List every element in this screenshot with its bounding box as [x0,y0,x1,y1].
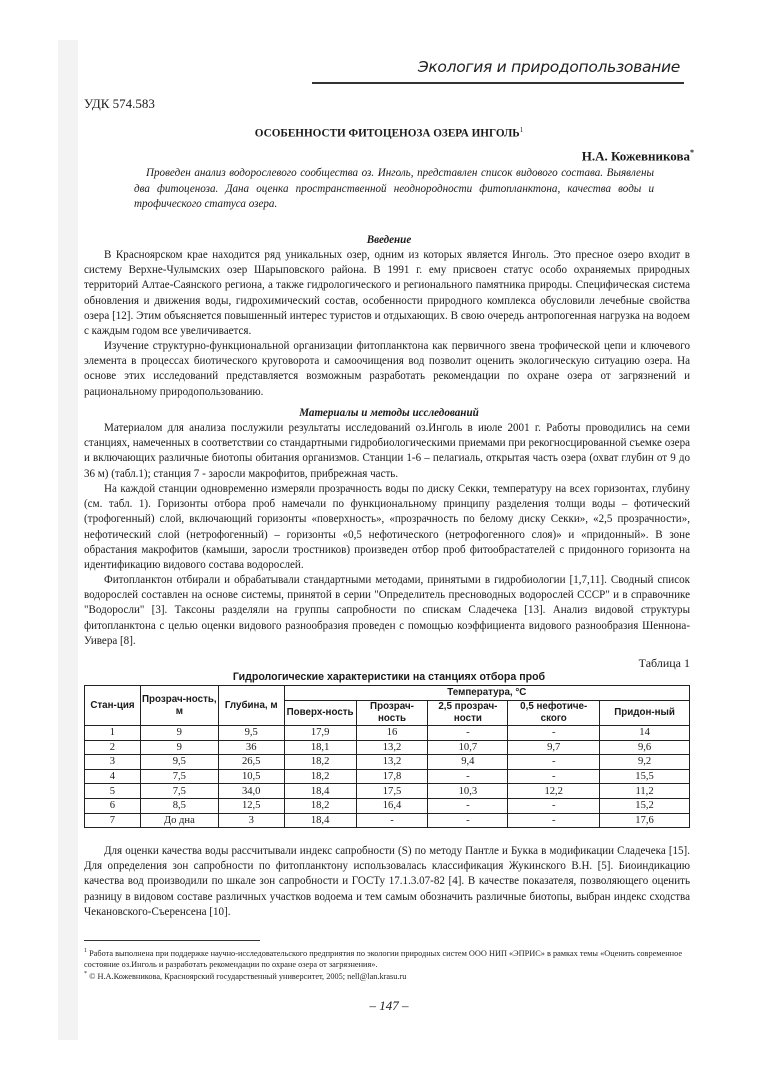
table-cell: - [356,813,428,828]
footnote-text: Работа выполнена при поддержке научно-исследовательского предприятия по экологии природных систем ООО НИП «ЭПРИС» в рамках темы «Оценить современное состояние оз.Инголь и разработать рекомендации по охране озера от загрязнения». [84,948,683,969]
hydrology-table [84,685,690,828]
table-cell: 9,5 [140,755,218,770]
article-title-text: ОСОБЕННОСТИ ФИТОЦЕНОЗА ОЗЕРА ИНГОЛЬ [254,127,520,140]
table-cell: 12,2 [508,784,600,799]
paragraph: Материалом для анализа послужили результаты исследований оз.Инголь в июле 2001 г. Работы проводились на семи станциях, намеченных в соответствии со стандартными гидробиологическими приемами при рекогносцированной съемке озера и включающих различные биотопы обитания организмов. Станции 1-6 – пелагиаль, открытая часть озера (охват глубин от 9 до 36 м) (табл.1); станция 7 - заросли макрофитов, прибрежная часть. [84,422,690,480]
table-cell: - [428,769,508,784]
col-header-transparency-horizon: Прозрач-ность [356,701,428,726]
table-row [85,755,690,770]
section-heading-methods: Материалы и методы исследований [299,407,479,419]
title-footnote-mark: 1 [519,126,524,134]
footnote-mark: * [84,971,87,977]
col-header-bottom: Придон-ный [600,701,690,726]
col-header-2-5-transparency: 2,5 прозрач-ности [428,701,508,726]
author-name: Н.А. Кожевникова [581,148,690,164]
table-cell: 9,2 [600,755,690,770]
footnote [84,969,694,982]
table-cell: - [508,769,600,784]
table-cell: До дна [140,813,218,828]
page-number: – 147 – [369,998,409,1013]
table-cell: 14 [600,726,690,741]
paragraph: Для оценки качества воды рассчитывали индекс сапробности (S) по методу Пантле и Букка в модификации Сладечека [15]. Для определения зон сапробности по фитопланктону использовалась классификация Жукинского В.Н. [5]. Биоиндикацию качества вод производили по шкале зон сапробности и ГОСТу 17.1.3.07-82 [4]. В качестве показателя, позволяющего оценить разницу в видовом составе различных участков водоема и тем самым обозначить различные биотопы, выбран индекс сходства Чекановского-Съеренсена [10]. [84,845,690,918]
table-cell: 18,2 [284,755,356,770]
table-cell: 15,5 [600,769,690,784]
paragraph: На каждой станции одновременно измеряли прозрачность воды по диску Секки, температуру на всех горизонтах, глубину (см. табл. 1). Горизонты отбора проб намечали по функциональному принципу разделения толщи воды – фотический (трофогенный) слой, включающий горизонты «поверхность», «прозрачность по белому диску Секки», «2,5 прозрачности», нефотический слой (нетрофогенный) – горизонты «0,5 нефотического (нетрофогенного слоя)» и «придонный». В зоне обрастания макрофитов (камыши, заросли тростников) произведен отбор проб фитообрастателей с придонного горизонта на идентификацию видового состава водорослей. [84,483,690,572]
table-cell: 6 [85,798,141,813]
table-cell: 9 [140,726,218,741]
table-row [85,769,690,784]
col-header-transparency: Прозрач-ность, м [140,686,218,726]
paragraph: Изучение структурно-функциональной организации фитопланктона как первичного звена трофической цепи и ключевого элемента в процессах биотического круговорота и самоочищения вод позволит оценить экологическую ситуацию озера. На основе этих исследований представляется возможным разработать рекомендации по охране озера от загрязнений и рациональному природопользованию. [84,340,690,398]
table-cell: 3 [218,813,284,828]
table-cell: - [428,798,508,813]
article-title [84,126,694,140]
author-footnote-mark: * [690,148,694,157]
col-header-surface: Поверх-ность [284,701,356,726]
table-cell: - [508,726,600,741]
col-header-depth: Глубина, м [218,686,284,726]
table-cell: 18,4 [284,784,356,799]
table-cell: 5 [85,784,141,799]
table-cell: - [508,798,600,813]
table-cell: 1 [85,726,141,741]
table-cell: 9,4 [428,755,508,770]
table-cell: 9,7 [508,740,600,755]
author [394,148,694,164]
footnote-rule [84,940,260,941]
footnote-mark: 1 [84,948,87,954]
table-row [85,740,690,755]
table-row [85,784,690,799]
table-cell: 36 [218,740,284,755]
table-cell: 10,3 [428,784,508,799]
table-cell: 17,8 [356,769,428,784]
table-cell: 10,7 [428,740,508,755]
section-heading-intro: Введение [366,234,412,246]
table-row [85,726,690,741]
table-cell: 18,2 [284,798,356,813]
table-cell: 17,9 [284,726,356,741]
table-cell: 18,2 [284,769,356,784]
table-number: Таблица 1 [638,656,690,670]
table-cell: 17,6 [600,813,690,828]
table-cell: 4 [85,769,141,784]
table-cell: 13,2 [356,755,428,770]
scan-margin-shadow [58,40,78,1040]
table-cell: 18,4 [284,813,356,828]
udk-code: УДК 574.583 [84,96,155,111]
paragraph: В Красноярском крае находится ряд уникальных озер, одним из которых является Инголь. Это пресное озеро входит в систему Верхне-Чулымских озер Шарыповского района. В 1991 г. ему присвоен статус особо охраняемых природных территорий Алтае-Саянского региона, а также гидрологического и регионального памятника природы. Специфическая система обновления и движения воды, гидрохимический состав, особенности природного комплекса обусловили лечебные свойства озера [12]. Этим объясняется повышенный интерес туристов и отдыхающих. В свою очередь антропогенная нагрузка на водоем с каждым годом все увеличивается. [84,249,690,338]
col-header-0-5-nonphotic: 0,5 нефотиче-ского [508,701,600,726]
table-cell: - [508,813,600,828]
table-cell: 13,2 [356,740,428,755]
table-row [85,798,690,813]
running-head-rule [312,82,684,84]
col-header-station: Стан-ция [85,686,141,726]
table-cell: 10,5 [218,769,284,784]
col-group-temperature: Температура, °С [284,686,689,701]
table-cell: 9,5 [218,726,284,741]
table-cell: 9 [140,740,218,755]
table-cell: 16,4 [356,798,428,813]
table-caption: Гидрологические характеристики на станциях отбора проб [232,671,546,683]
table-cell: 15,2 [600,798,690,813]
table-cell: 7 [85,813,141,828]
abstract: Проведен анализ водорослевого сообщества оз. Инголь, представлен список видового состава. Выявлены два фитоценоза. Дана оценка пространственной неоднородности фитопланктона, качества воды и трофического статуса озера. [134,167,654,210]
table-cell: 17,5 [356,784,428,799]
table-cell: 16 [356,726,428,741]
table-cell: 2 [85,740,141,755]
table-cell: 12,5 [218,798,284,813]
paragraph: Фитопланктон отбирали и обрабатывали стандартными методами, принятыми в гидробиологии [1,7,11]. Сводный список водорослей составлен на основе системы, принятой в серии "Определитель пресноводных водорослей СССР" и в справочнике "Водоросли" [3]. Таксоны разделяли на группы сапробности по спискам Сладечека [13]. Анализ видовой структуры фитопланктона с целью оценки видового разнообразия проведен с помощью коэффициента видового разнообразия Шеннона-Уивера [8]. [84,574,690,647]
table-cell: 9,6 [600,740,690,755]
table-cell: 3 [85,755,141,770]
table-cell: - [428,813,508,828]
table-cell: 7,5 [140,784,218,799]
table-cell: 26,5 [218,755,284,770]
footnote [84,946,694,970]
table-cell: 8,5 [140,798,218,813]
table-cell: 34,0 [218,784,284,799]
running-head: Экология и природопользование [417,58,680,76]
footnote-text: © Н.А.Кожевникова, Красноярский государственный университет, 2005; nell@lan.krasu.ru [89,971,407,981]
table-cell: 11,2 [600,784,690,799]
table-row [85,813,690,828]
table-cell: 7,5 [140,769,218,784]
table-cell: - [508,755,600,770]
table-cell: 18,1 [284,740,356,755]
table-cell: - [428,726,508,741]
